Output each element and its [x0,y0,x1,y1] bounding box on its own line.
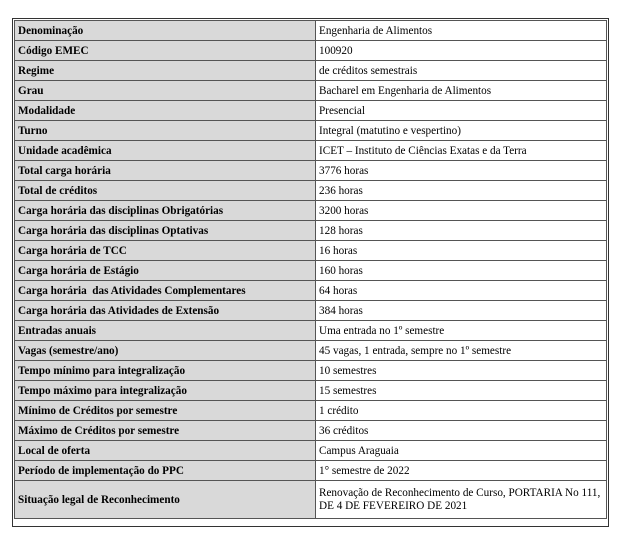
row-label: Carga horária das disciplinas Obrigatórias [15,201,316,221]
row-label: Carga horária das Atividades Complementares [15,281,316,301]
row-value: 36 créditos [316,421,607,441]
row-value: 10 semestres [316,361,607,381]
table-row [15,21,607,41]
row-label: Entradas anuais [15,321,316,341]
row-value: 3200 horas [316,201,607,221]
row-label: Carga horária das Atividades de Extensão [15,301,316,321]
row-label: Local de oferta [15,441,316,461]
table-row [15,141,607,161]
row-value: 160 horas [316,261,607,281]
table-row [15,381,607,401]
table-row [15,341,607,361]
row-value: Integral (matutino e vespertino) [316,121,607,141]
row-label: Regime [15,61,316,81]
row-value: 1 crédito [316,401,607,421]
table-row [15,121,607,141]
row-value: 1° semestre de 2022 [316,461,607,481]
row-value: Presencial [316,101,607,121]
row-value: 15 semestres [316,381,607,401]
table-row [15,241,607,261]
row-label: Unidade acadêmica [15,141,316,161]
row-label: Tempo mínimo para integralização [15,361,316,381]
row-label: Vagas (semestre/ano) [15,341,316,361]
row-label: Grau [15,81,316,101]
table-row [15,301,607,321]
row-value: 16 horas [316,241,607,261]
table-row [15,281,607,301]
table-row [15,361,607,381]
table-row [15,161,607,181]
table-row [15,401,607,421]
row-value: Bacharel em Engenharia de Alimentos [316,81,607,101]
row-value: 100920 [316,41,607,61]
row-value: Campus Araguaia [316,441,607,461]
row-value: 3776 horas [316,161,607,181]
row-label: Denominação [15,21,316,41]
table-row [15,481,607,519]
row-value: 64 horas [316,281,607,301]
row-label: Carga horária de Estágio [15,261,316,281]
row-label: Máximo de Créditos por semestre [15,421,316,441]
row-label: Carga horária de TCC [15,241,316,261]
row-value: 236 horas [316,181,607,201]
table-row [15,221,607,241]
row-value: Uma entrada no 1º semestre [316,321,607,341]
table-row [15,261,607,281]
table-row [15,61,607,81]
row-value: de créditos semestrais [316,61,607,81]
table-row [15,421,607,441]
table-row [15,461,607,481]
table-row [15,441,607,461]
row-label: Total carga horária [15,161,316,181]
table-row [15,81,607,101]
row-value: 45 vagas, 1 entrada, sempre no 1º semestre [316,341,607,361]
course-info-table [14,20,607,519]
table-row [15,101,607,121]
table-row [15,41,607,61]
row-label: Código EMEC [15,41,316,61]
row-value: Renovação de Reconhecimento de Curso, PORTARIA No 111, DE 4 DE FEVEREIRO DE 2021 [316,481,607,519]
row-label: Tempo máximo para integralização [15,381,316,401]
row-value: Engenharia de Alimentos [316,21,607,41]
row-label: Período de implementação do PPC [15,461,316,481]
row-value: 384 horas [316,301,607,321]
row-label: Turno [15,121,316,141]
table-row [15,321,607,341]
row-label: Situação legal de Reconhecimento [15,481,316,519]
row-value: 128 horas [316,221,607,241]
row-label: Mínimo de Créditos por semestre [15,401,316,421]
table-row [15,201,607,221]
row-value: ICET – Instituto de Ciências Exatas e da Terra [316,141,607,161]
row-label: Total de créditos [15,181,316,201]
row-label: Carga horária das disciplinas Optativas [15,221,316,241]
table-row [15,181,607,201]
row-label: Modalidade [15,101,316,121]
